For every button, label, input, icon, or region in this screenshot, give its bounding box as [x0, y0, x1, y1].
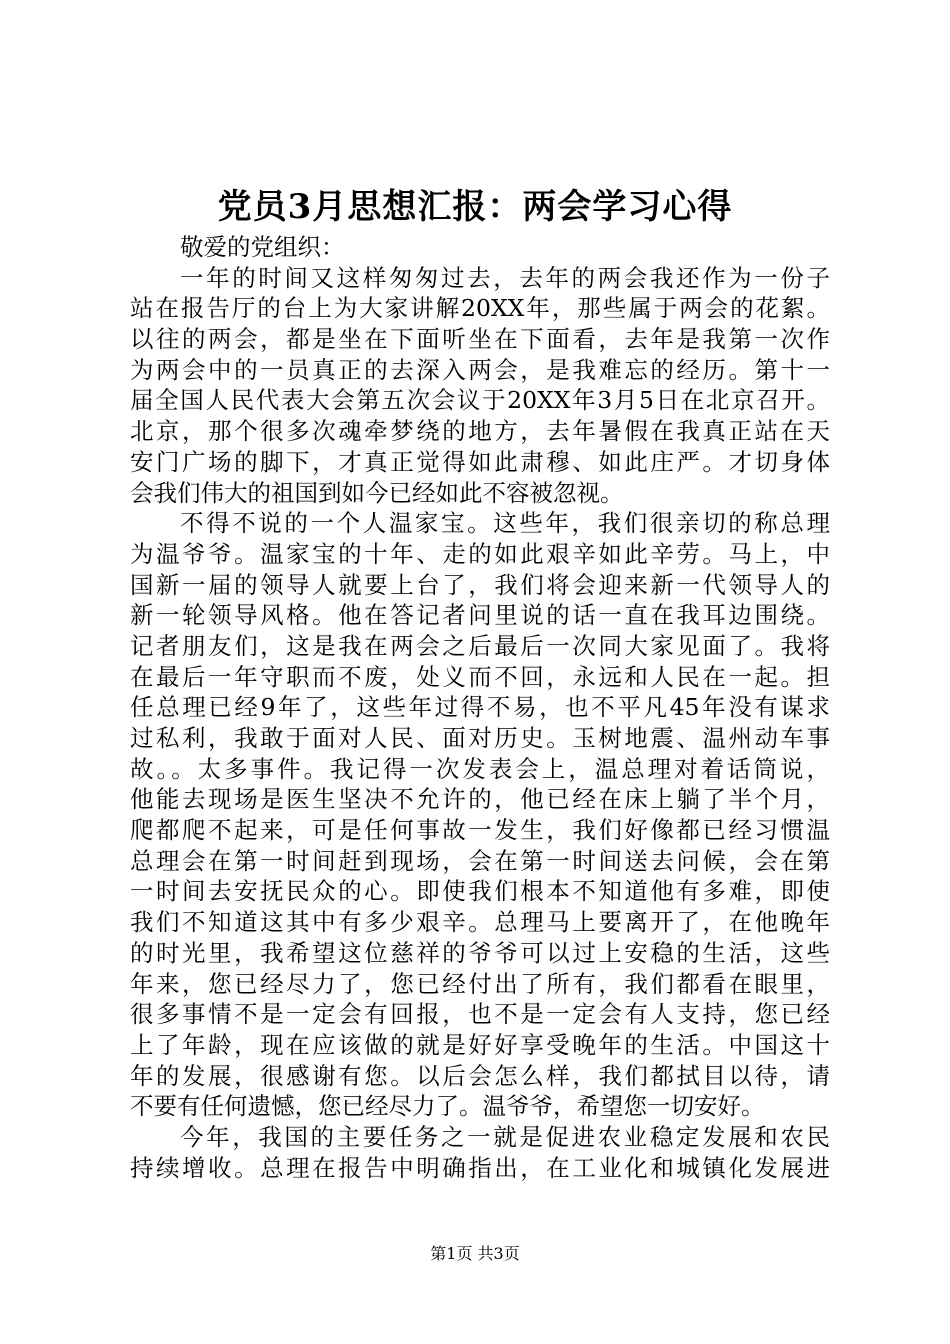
paragraph-line: 今年，我国的主要任务之一就是促进农业稳定发展和农民: [180, 1122, 830, 1151]
paragraph-line: 年来，您已经尽力了，您已经付出了所有，我们都看在眼里，: [130, 969, 830, 998]
document-body: [130, 232, 830, 1183]
paragraph-line: 上了年龄，现在应该做的就是好好享受晚年的生活。中国这十: [130, 1030, 830, 1059]
paragraph-line: 一时间去安抚民众的心。即使我们根本不知道他有多难，即使: [130, 877, 830, 906]
paragraph-line: 以往的两会，都是坐在下面听坐在下面看，去年是我第一次作: [130, 325, 830, 354]
paragraph-line: 的时光里，我希望这位慈祥的爷爷可以过上安稳的生活，这些: [130, 938, 830, 967]
paragraph-line: 总理会在第一时间赶到现场，会在第一时间送去问候，会在第: [130, 846, 830, 875]
paragraph-line: 在最后一年守职而不废，处义而不回，永远和人民在一起。担: [130, 662, 830, 691]
paragraph-line: 一年的时间又这样匆匆过去，去年的两会我还作为一份子: [180, 263, 830, 292]
paragraph-line: 不得不说的一个人温家宝。这些年，我们很亲切的称总理: [180, 509, 830, 538]
paragraph-line: 过私利，我敢于面对人民、面对历史。玉树地震、温州动车事: [130, 724, 830, 752]
paragraph-line: 很多事情不是一定会有回报，也不是一定会有人支持，您已经: [130, 1000, 830, 1029]
paragraph-line: 爬都爬不起来，可是任何事故一发生，我们好像都已经习惯温: [130, 816, 830, 845]
paragraph-line: 我们不知道这其中有多少艰辛。总理马上要离开了，在他晚年: [130, 908, 830, 937]
paragraph-line: 届全国人民代表大会第五次会议于20XX年3月5日在北京召开。: [130, 386, 830, 415]
paragraph-line: 任总理已经9年了，这些年过得不易，也不平凡45年没有谋求: [130, 693, 830, 722]
paragraph-line: 为温爷爷。温家宝的十年、走的如此艰辛如此辛劳。马上，中: [130, 539, 830, 568]
paragraph-line: 故。。太多事件。我记得一次发表会上，温总理对着话筒说，: [130, 754, 830, 783]
paragraph-line: 安门广场的脚下，才真正觉得如此肃穆、如此庄严。才切身体: [130, 447, 830, 476]
paragraph-line: 为两会中的一员真正的去深入两会，是我难忘的经历。第十一: [130, 355, 830, 384]
paragraph-line: 不要有任何遗憾，您已经尽力了。温爷爷，希望您一切安好。: [130, 1092, 765, 1121]
paragraph-line: 新一轮领导风格。他在答记者问里说的话一直在我耳边围绕。: [130, 601, 830, 630]
paragraph-line: 国新一届的领导人就要上台了，我们将会迎来新一代领导人的: [130, 570, 830, 599]
salutation: 敬爱的党组织：: [180, 233, 345, 261]
paragraph-line: 持续增收。总理在报告中明确指出，在工业化和城镇化发展进: [130, 1153, 830, 1182]
paragraph-line: 北京，那个很多次魂牵梦绕的地方，去年暑假在我真正站在天: [130, 417, 830, 446]
document-title: 党员3月思想汇报：两会学习心得: [217, 187, 733, 227]
paragraph-line: 记者朋友们，这是我在两会之后最后一次同大家见面了。我将: [130, 631, 830, 660]
paragraph-line: 站在报告厅的台上为大家讲解20XX年，那些属于两会的花絮。: [130, 294, 830, 323]
paragraph-line: 他能去现场是医生坚决不允许的，他已经在床上躺了半个月，: [130, 785, 830, 814]
paragraph-line: 会我们伟大的祖国到如今已经如此不容被忽视。: [130, 478, 624, 507]
paragraph-line: 年的发展，很感谢有您。以后会怎么样，我们都拭目以待，请: [130, 1061, 830, 1090]
page-footer: 第1页 共3页: [430, 1244, 520, 1263]
